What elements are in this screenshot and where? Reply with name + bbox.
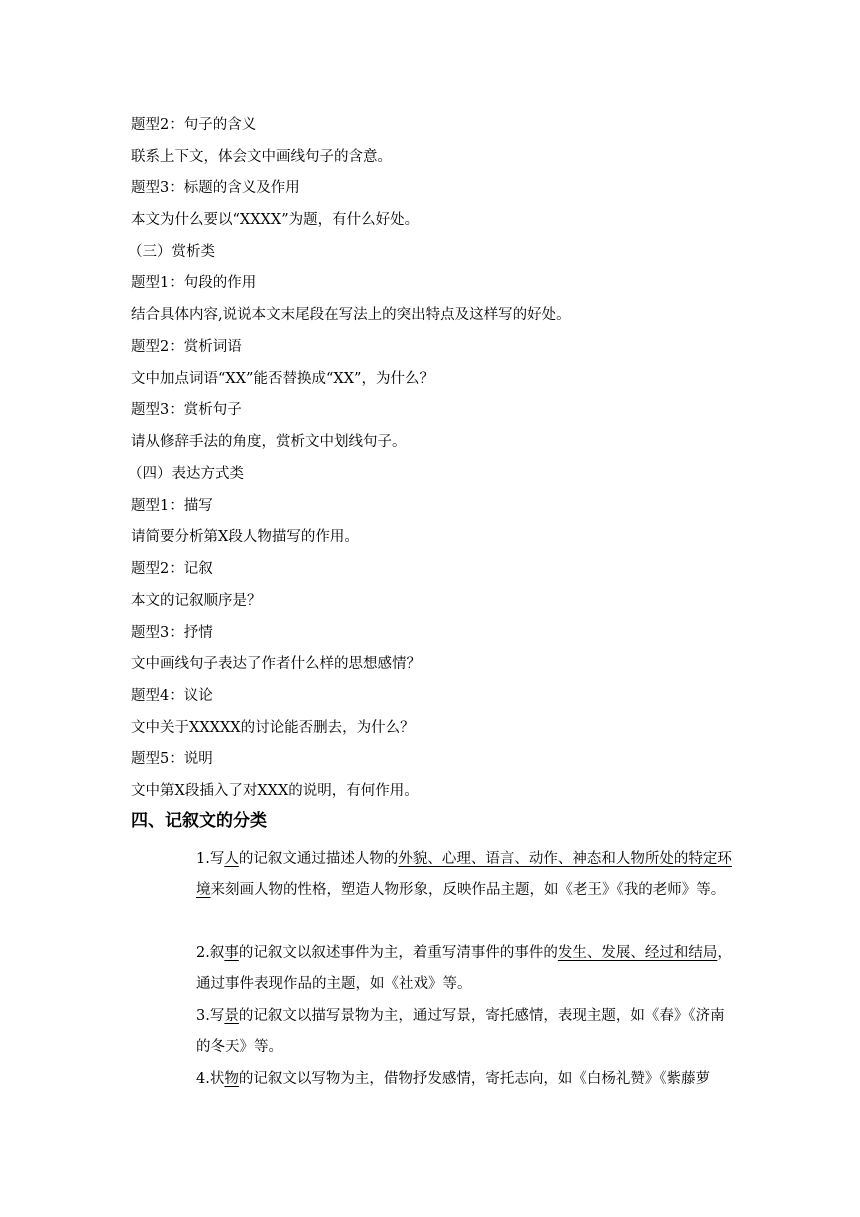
question-text: 本文为什么要以“XXXX”为题，有什么好处。 <box>131 212 420 228</box>
question-type-label: 题型1：描写 <box>131 498 213 514</box>
list-number: 2. <box>196 945 210 961</box>
list-item <box>196 844 732 906</box>
list-number: 4. <box>196 1071 210 1087</box>
item-text: 来刻画人物的性格，塑造人物形象，反映作品主题，如《老王》《我的老师》等。 <box>210 882 726 898</box>
question-type-label: 题型3：赏析句子 <box>131 402 242 418</box>
list-number: 3. <box>196 1008 210 1024</box>
item-text: 写 <box>209 1008 225 1024</box>
item-text: 的记叙文以写物为主，借物抒发感情，寄托志向，如《白杨礼赞》《紫藤萝 <box>238 1071 711 1087</box>
list-item <box>196 938 732 1000</box>
item-text: 叙 <box>209 945 225 961</box>
item-text: 的记叙文以叙述事件为主，着重写清事件的事件的 <box>238 945 558 961</box>
list-item <box>196 1064 732 1095</box>
question-text: 本文的记叙顺序是？ <box>131 593 262 609</box>
item-text: 状 <box>209 1071 225 1087</box>
question-type-label: 题型2：赏析词语 <box>131 339 242 355</box>
question-type-label: 题型2：句子的含义 <box>131 117 257 133</box>
section-heading: 四、记叙文的分类 <box>131 811 267 831</box>
question-text: 结合具体内容,说说本文末尾段在写法上的突出特点及这样写的好处。 <box>131 307 571 323</box>
category-heading: （三）赏析类 <box>128 244 215 260</box>
category-heading: （四）表达方式类 <box>128 466 244 482</box>
question-text: 文中画线句子表达了作者什么样的思想感情？ <box>131 656 421 672</box>
item-text: 的记叙文通过描述人物的 <box>238 851 399 867</box>
item-text: ，通过事件表现作品的主题，如《社戏》等。 <box>196 945 732 992</box>
underlined-text: 景 <box>224 1008 239 1024</box>
underlined-text: 事 <box>224 945 239 961</box>
question-type-label: 题型4：议论 <box>131 688 213 704</box>
question-type-label: 题型1：句段的作用 <box>131 275 257 291</box>
question-type-label: 题型2：记叙 <box>131 561 213 577</box>
list-item <box>196 1001 732 1063</box>
question-text: 文中关于XXXXX的讨论能否删去，为什么？ <box>131 720 415 736</box>
list-number: 1. <box>196 851 210 867</box>
question-type-label: 题型3：抒情 <box>131 625 213 641</box>
underlined-text: 发生、发展、经过和结局 <box>557 945 718 961</box>
underlined-text: 人 <box>224 851 239 867</box>
item-text: 的记叙文以描写景物为主，通过写景，寄托感情，表现主题，如《春》《济南的冬天》等。 <box>196 1008 725 1055</box>
question-text: 文中第X段插入了对XXX的说明，有何作用。 <box>131 783 419 799</box>
question-type-label: 题型3：标题的含义及作用 <box>131 180 300 196</box>
question-text: 请从修辞手法的角度，赏析文中划线句子。 <box>131 434 407 450</box>
question-text: 文中加点词语“XX”能否替换成“XX”，为什么？ <box>131 371 434 387</box>
underlined-text: 物 <box>224 1071 239 1087</box>
item-text: 写 <box>209 851 225 867</box>
question-type-label: 题型5：说明 <box>131 751 213 767</box>
question-text: 请简要分析第X段人物描写的作用。 <box>131 529 359 545</box>
underlined-text: 外貌、心理、语言、动作、神态和人物所处的特定环境 <box>196 851 732 898</box>
question-text: 联系上下文，体会文中画线句子的含意。 <box>131 149 392 165</box>
